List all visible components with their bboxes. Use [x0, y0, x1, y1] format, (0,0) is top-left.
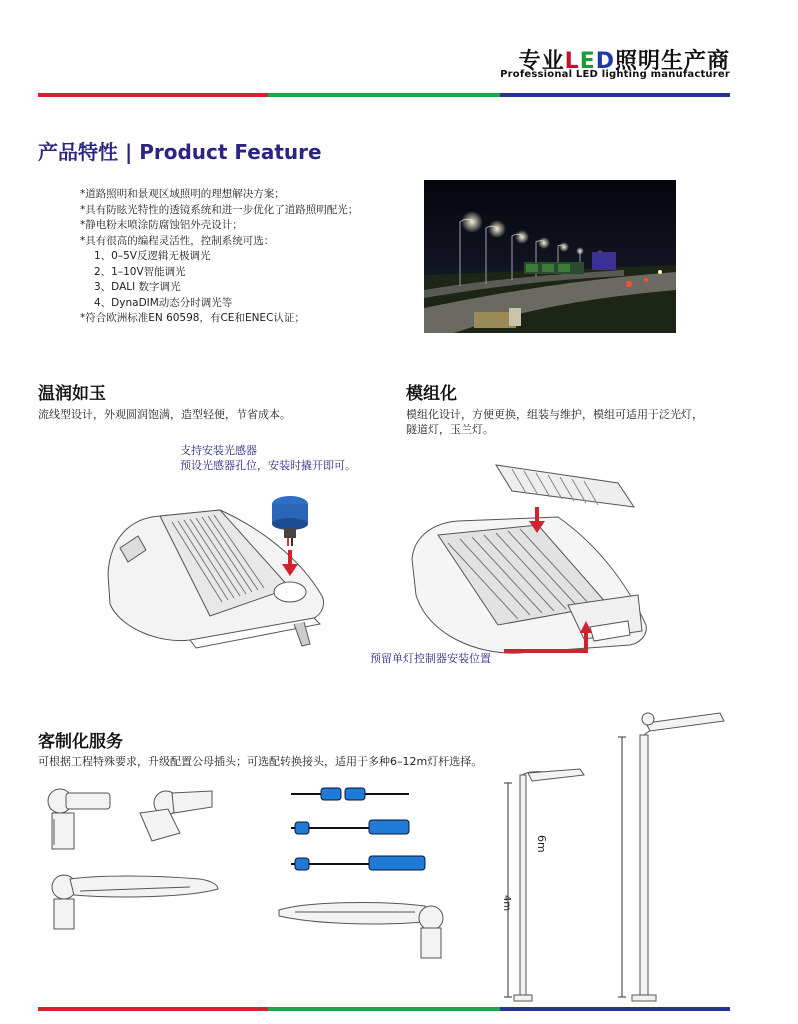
footer-bar-blue	[500, 1007, 730, 1011]
feature-list	[80, 187, 358, 327]
dimming-option: 1、0–5V反逻辑无极调光	[94, 250, 211, 262]
header-bar-green	[268, 93, 500, 97]
luminaire-sensor-illustration	[90, 478, 340, 664]
night-road-photo	[424, 180, 676, 333]
pole-height-label-short: 4m	[501, 895, 512, 912]
dimming-option: 2、1–10V智能调光	[94, 265, 186, 278]
three-way-adapter	[291, 820, 409, 834]
feature-line: *具有很高的编程灵活性，控制系统可选：	[80, 234, 275, 247]
sensor-note-2: 预设光感器孔位，安装时撬开即可。	[180, 459, 356, 472]
four-way-adapter	[291, 856, 425, 870]
section-title-custom: 客制化服务	[38, 732, 123, 752]
brand-letter-l: L	[564, 49, 580, 74]
controller-position-label: 预留单灯控制器安装位置	[370, 652, 491, 665]
dimming-option: 3、DALI 数字调光	[94, 281, 181, 293]
sensor-note-1: 支持安装光感器	[180, 444, 257, 457]
brand-subtitle: Professional LED lighting manufacturer	[500, 69, 730, 80]
brand-suffix: 照明生产商	[614, 49, 730, 74]
header-bar-blue	[500, 93, 730, 97]
brand-letter-d: D	[595, 49, 615, 74]
pole-height-diagram	[500, 705, 732, 1005]
feature-line: *具有防眩光特性的透镜系统和进一步优化了道路照明配光；	[80, 203, 359, 216]
brand-prefix: 专业	[518, 49, 565, 74]
modular-description-2: 隧道灯，玉兰灯。	[406, 423, 494, 436]
section-title-smooth: 温润如玉	[38, 384, 106, 404]
smooth-description: 流线型设计，外观圆润饱满，造型轻便，节省成本。	[38, 408, 291, 421]
section-title-feature: 产品特性 | Product Feature	[38, 140, 322, 164]
dimming-option: 4、DynaDIM动态分时调光等	[94, 296, 233, 309]
feature-line: *静电粉末喷涂防腐蚀铝外壳设计；	[80, 219, 243, 231]
mounting-brackets-illustration	[40, 775, 220, 935]
header-bar-red	[38, 93, 268, 97]
connectors-illustration	[285, 780, 435, 880]
modular-description-1: 模组化设计，方便更换，组装与维护，模组可适用于泛光灯，	[406, 408, 703, 421]
custom-description: 可根据工程特殊要求，升级配置公母插头；可选配转换接头，适用于多种6–12m灯杆选择。	[38, 755, 483, 768]
photocell-sensor	[272, 496, 308, 546]
feature-line: *符合欧洲标准EN 60598，有CE和ENEC认证；	[80, 312, 305, 324]
feature-line: *道路照明和景观区域照明的理想解决方案；	[80, 188, 285, 200]
pole-height-label-tall: 6m	[535, 835, 548, 853]
footer-bar-red	[38, 1007, 268, 1011]
post-top-luminaire-illustration	[275, 892, 450, 962]
male-female-connector	[291, 788, 409, 800]
modular-luminaire-illustration	[408, 455, 658, 670]
brand-letter-e: E	[579, 49, 596, 74]
night-road-illustration	[424, 180, 676, 333]
section-title-modular: 模组化	[406, 384, 457, 404]
footer-bar-green	[268, 1007, 500, 1011]
